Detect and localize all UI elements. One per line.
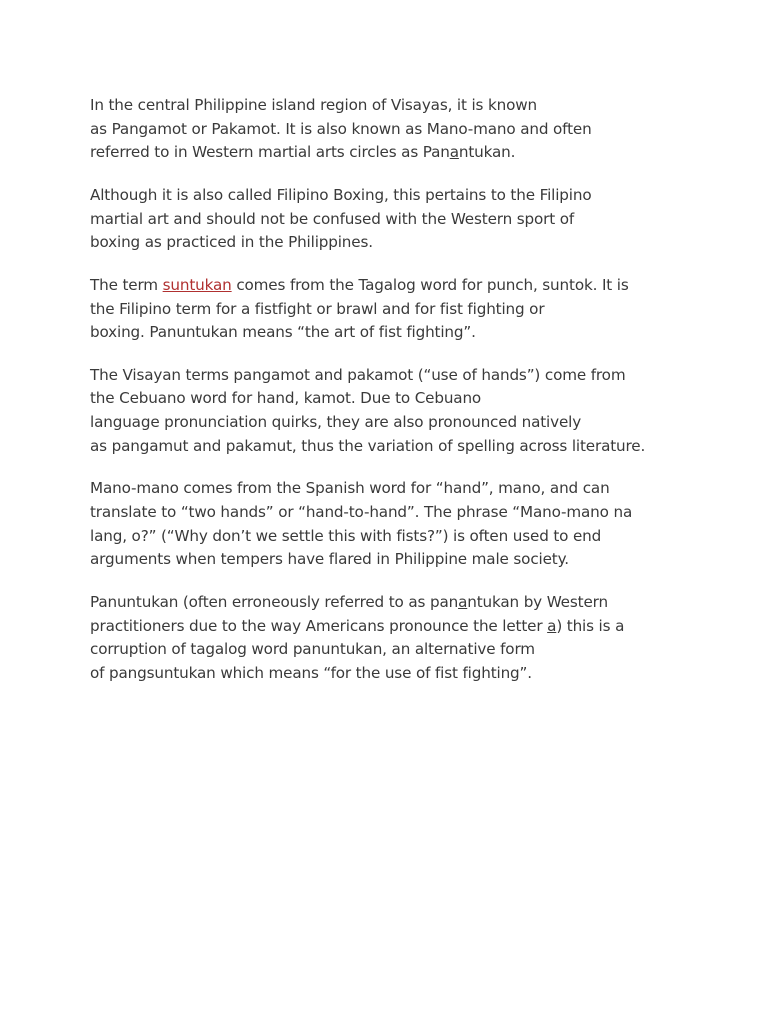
text-line: as Pangamot or Pakamot. It is also known as Mano-mano and often	[90, 119, 592, 138]
underlined-letter: a	[449, 143, 459, 162]
paragraph-1	[90, 94, 690, 165]
text-line: boxing as practiced in the Philippines.	[90, 233, 373, 252]
text-line: arguments when tempers have flared in Philippine male society.	[90, 550, 569, 569]
text-line: as pangamut and pakamut, thus the variation of spelling across literature.	[90, 436, 646, 455]
text-line: Mano-mano comes from the Spanish word for “hand”, mano, and can	[90, 479, 610, 498]
underlined-letter: a	[458, 592, 468, 611]
text-line: martial art and should not be confused with the Western sport of	[90, 209, 575, 228]
suntukan-link[interactable]: suntukan	[162, 275, 232, 294]
text-line: referred to in Western martial arts circles as Panantukan.	[90, 143, 516, 162]
text-line: translate to “two hands” or “hand-to-hand”. The phrase “Mano-mano na	[90, 503, 633, 522]
paragraph-5	[90, 477, 690, 572]
document-body	[90, 94, 690, 705]
text-line: boxing. Panuntukan means “the art of fist fighting”.	[90, 323, 476, 342]
text-line: language pronunciation quirks, they are also pronounced natively	[90, 413, 582, 432]
text-line: Panuntukan (often erroneously referred to as panantukan by Western	[90, 592, 608, 611]
text-line: Although it is also called Filipino Boxing, this pertains to the Filipino	[90, 185, 592, 204]
text-line: practitioners due to the way Americans pronounce the letter a) this is a	[90, 616, 625, 635]
text-line: the Cebuano word for hand, kamot. Due to Cebuano	[90, 389, 482, 408]
paragraph-3	[90, 274, 690, 345]
text-line: of pangsuntukan which means “for the use of fist fighting”.	[90, 664, 532, 683]
underlined-letter: a	[547, 616, 557, 635]
text-line: In the central Philippine island region of Visayas, it is known	[90, 96, 538, 114]
text-line: corruption of tagalog word panuntukan, an alternative form	[90, 640, 535, 659]
text-line: The term suntukan comes from the Tagalog word for punch, suntok. It is	[90, 275, 629, 294]
paragraph-6	[90, 591, 690, 686]
text-line: lang, o?” (“Why don’t we settle this with fists?”) is often used to end	[90, 526, 602, 545]
text-line: the Filipino term for a fistfight or brawl and for fist fighting or	[90, 299, 545, 318]
paragraph-4	[90, 364, 690, 459]
text-line: The Visayan terms pangamot and pakamot (“use of hands”) come from	[90, 365, 626, 384]
paragraph-2	[90, 184, 690, 255]
